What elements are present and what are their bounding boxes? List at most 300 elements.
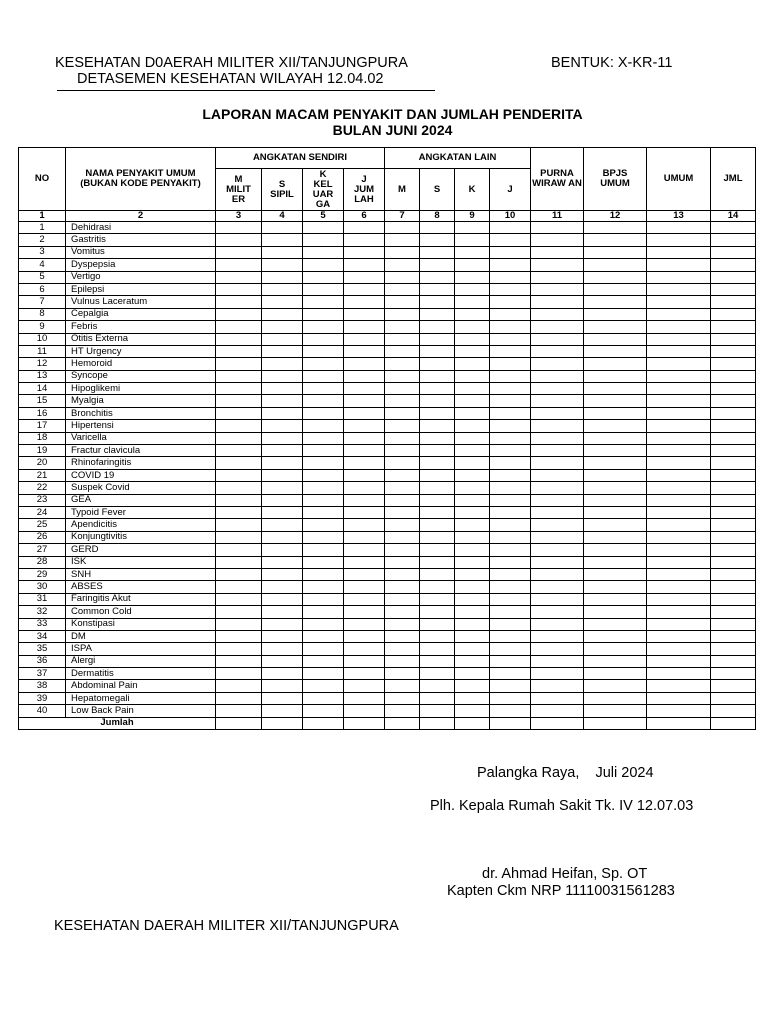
disease-name: Syncope xyxy=(66,370,216,382)
table-row xyxy=(19,333,756,345)
count-cell xyxy=(216,420,262,432)
row-number: 5 xyxy=(19,271,66,283)
count-cell xyxy=(385,333,420,345)
table-row xyxy=(19,494,756,506)
col-purna-header: PURNA WIRAW AN xyxy=(531,148,584,211)
count-cell xyxy=(303,321,344,333)
count-cell xyxy=(344,457,385,469)
count-cell xyxy=(584,407,647,419)
count-cell xyxy=(344,234,385,246)
count-cell xyxy=(420,420,455,432)
total-cell xyxy=(490,717,531,729)
group-angkatan-lain: ANGKATAN LAIN xyxy=(385,148,531,169)
count-cell xyxy=(584,506,647,518)
col-umum-header: UMUM xyxy=(647,148,711,211)
count-cell xyxy=(303,581,344,593)
count-cell xyxy=(490,643,531,655)
row-number: 17 xyxy=(19,420,66,432)
count-cell xyxy=(344,333,385,345)
count-cell xyxy=(262,531,303,543)
count-cell xyxy=(531,271,584,283)
count-cell xyxy=(647,494,711,506)
total-cell xyxy=(303,717,344,729)
count-cell xyxy=(385,544,420,556)
count-cell xyxy=(216,581,262,593)
count-cell xyxy=(216,643,262,655)
count-cell xyxy=(455,407,490,419)
count-cell xyxy=(490,383,531,395)
count-cell xyxy=(303,383,344,395)
count-cell xyxy=(385,630,420,642)
disease-name: Rhinofaringitis xyxy=(66,457,216,469)
row-number: 39 xyxy=(19,692,66,704)
count-cell xyxy=(490,420,531,432)
count-cell xyxy=(385,482,420,494)
count-cell xyxy=(490,234,531,246)
table-row xyxy=(19,593,756,605)
count-cell xyxy=(216,333,262,345)
count-cell xyxy=(531,593,584,605)
count-cell xyxy=(647,643,711,655)
count-cell xyxy=(303,469,344,481)
bottom-org: KESEHATAN DAERAH MILITER XII/TANJUNGPURA xyxy=(54,918,399,934)
count-cell xyxy=(711,680,756,692)
count-cell xyxy=(711,308,756,320)
disease-name: Abdominal Pain xyxy=(66,680,216,692)
count-cell xyxy=(385,432,420,444)
count-cell xyxy=(455,494,490,506)
count-cell xyxy=(584,432,647,444)
count-cell xyxy=(262,321,303,333)
row-number: 38 xyxy=(19,680,66,692)
row-number: 15 xyxy=(19,395,66,407)
count-cell xyxy=(262,630,303,642)
count-cell xyxy=(455,630,490,642)
table-row xyxy=(19,420,756,432)
row-number: 27 xyxy=(19,544,66,556)
count-cell xyxy=(455,383,490,395)
count-cell xyxy=(420,643,455,655)
count-cell xyxy=(490,345,531,357)
count-cell xyxy=(455,445,490,457)
count-cell xyxy=(584,643,647,655)
count-cell xyxy=(216,630,262,642)
count-cell xyxy=(455,469,490,481)
count-cell xyxy=(455,333,490,345)
row-number: 36 xyxy=(19,655,66,667)
count-cell xyxy=(303,705,344,717)
count-cell xyxy=(711,395,756,407)
disease-name: Dermatitis xyxy=(66,668,216,680)
count-cell xyxy=(455,606,490,618)
total-cell xyxy=(531,717,584,729)
count-cell xyxy=(262,606,303,618)
count-cell xyxy=(647,321,711,333)
count-cell xyxy=(531,655,584,667)
disease-name: Bronchitis xyxy=(66,407,216,419)
count-cell xyxy=(344,705,385,717)
count-cell xyxy=(647,531,711,543)
row-number: 23 xyxy=(19,494,66,506)
count-cell xyxy=(490,630,531,642)
count-cell xyxy=(584,531,647,543)
count-cell xyxy=(216,519,262,531)
count-cell xyxy=(303,432,344,444)
row-number: 9 xyxy=(19,321,66,333)
count-cell xyxy=(216,358,262,370)
count-cell xyxy=(584,383,647,395)
table-row xyxy=(19,345,756,357)
row-number: 19 xyxy=(19,445,66,457)
count-cell xyxy=(385,395,420,407)
count-cell xyxy=(455,420,490,432)
count-cell xyxy=(584,222,647,234)
count-cell xyxy=(584,668,647,680)
count-cell xyxy=(344,593,385,605)
count-cell xyxy=(262,383,303,395)
count-cell xyxy=(303,308,344,320)
count-cell xyxy=(262,544,303,556)
count-cell xyxy=(584,544,647,556)
disease-name: Epilepsi xyxy=(66,283,216,295)
count-cell xyxy=(216,445,262,457)
count-cell xyxy=(216,469,262,481)
count-cell xyxy=(647,370,711,382)
count-cell xyxy=(385,234,420,246)
count-cell xyxy=(711,668,756,680)
count-cell xyxy=(420,531,455,543)
count-cell xyxy=(647,271,711,283)
count-cell xyxy=(385,556,420,568)
count-cell xyxy=(385,383,420,395)
count-cell xyxy=(262,705,303,717)
count-cell xyxy=(455,593,490,605)
count-cell xyxy=(303,630,344,642)
sub-sipil-header: S SIPIL xyxy=(262,169,303,211)
count-cell xyxy=(711,519,756,531)
count-cell xyxy=(711,556,756,568)
disease-name: Vertigo xyxy=(66,271,216,283)
disease-name: Suspek Covid xyxy=(66,482,216,494)
count-cell xyxy=(584,618,647,630)
count-cell xyxy=(262,581,303,593)
count-cell xyxy=(216,345,262,357)
table-row xyxy=(19,234,756,246)
count-cell xyxy=(344,692,385,704)
count-cell xyxy=(303,296,344,308)
count-cell xyxy=(711,445,756,457)
count-cell xyxy=(262,420,303,432)
row-number: 29 xyxy=(19,568,66,580)
disease-name: Vomitus xyxy=(66,246,216,258)
count-cell xyxy=(262,271,303,283)
count-cell xyxy=(262,222,303,234)
count-cell xyxy=(303,358,344,370)
sub-keluarga-header: K KEL UAR GA xyxy=(303,169,344,211)
count-cell xyxy=(531,383,584,395)
count-cell xyxy=(216,680,262,692)
table-row xyxy=(19,296,756,308)
count-cell xyxy=(385,680,420,692)
count-cell xyxy=(584,469,647,481)
row-number: 34 xyxy=(19,630,66,642)
count-cell xyxy=(531,668,584,680)
count-cell xyxy=(385,246,420,258)
count-cell xyxy=(531,568,584,580)
count-cell xyxy=(303,271,344,283)
count-cell xyxy=(385,445,420,457)
count-cell xyxy=(490,544,531,556)
count-cell xyxy=(711,259,756,271)
disease-name: Dyspepsia xyxy=(66,259,216,271)
count-cell xyxy=(303,234,344,246)
count-cell xyxy=(647,222,711,234)
count-cell xyxy=(385,407,420,419)
count-cell xyxy=(531,333,584,345)
count-cell xyxy=(584,370,647,382)
count-cell xyxy=(584,420,647,432)
count-cell xyxy=(262,234,303,246)
table-row xyxy=(19,358,756,370)
count-cell xyxy=(262,482,303,494)
count-cell xyxy=(584,345,647,357)
column-number: 10 xyxy=(490,211,531,222)
row-number: 32 xyxy=(19,606,66,618)
column-number: 14 xyxy=(711,211,756,222)
count-cell xyxy=(216,222,262,234)
column-number: 5 xyxy=(303,211,344,222)
count-cell xyxy=(711,494,756,506)
count-cell xyxy=(385,358,420,370)
column-number: 6 xyxy=(344,211,385,222)
count-cell xyxy=(647,308,711,320)
count-cell xyxy=(262,618,303,630)
table-row xyxy=(19,630,756,642)
count-cell xyxy=(531,457,584,469)
count-cell xyxy=(531,370,584,382)
sub-s-lain-header: S xyxy=(420,169,455,211)
count-cell xyxy=(216,494,262,506)
table-row xyxy=(19,259,756,271)
count-cell xyxy=(490,556,531,568)
table-row xyxy=(19,606,756,618)
count-cell xyxy=(490,308,531,320)
count-cell xyxy=(584,568,647,580)
count-cell xyxy=(385,370,420,382)
count-cell xyxy=(490,321,531,333)
count-cell xyxy=(711,283,756,295)
count-cell xyxy=(647,606,711,618)
total-cell xyxy=(216,717,262,729)
count-cell xyxy=(647,593,711,605)
count-cell xyxy=(385,668,420,680)
count-cell xyxy=(303,692,344,704)
count-cell xyxy=(647,630,711,642)
count-cell xyxy=(262,370,303,382)
count-cell xyxy=(303,259,344,271)
count-cell xyxy=(455,692,490,704)
table-row xyxy=(19,407,756,419)
count-cell xyxy=(216,705,262,717)
signer-position: Plh. Kepala Rumah Sakit Tk. IV 12.07.03 xyxy=(430,798,694,814)
count-cell xyxy=(490,407,531,419)
count-cell xyxy=(584,395,647,407)
table-row xyxy=(19,395,756,407)
count-cell xyxy=(344,383,385,395)
count-cell xyxy=(262,358,303,370)
count-cell xyxy=(216,668,262,680)
count-cell xyxy=(262,692,303,704)
table-row xyxy=(19,370,756,382)
table-row xyxy=(19,457,756,469)
disease-name: SNH xyxy=(66,568,216,580)
row-number: 37 xyxy=(19,668,66,680)
count-cell xyxy=(647,395,711,407)
count-cell xyxy=(647,333,711,345)
column-number: 3 xyxy=(216,211,262,222)
count-cell xyxy=(344,655,385,667)
count-cell xyxy=(303,482,344,494)
count-cell xyxy=(216,506,262,518)
disease-name: Dehidrasi xyxy=(66,222,216,234)
table-row xyxy=(19,643,756,655)
count-cell xyxy=(344,556,385,568)
count-cell xyxy=(344,531,385,543)
count-cell xyxy=(420,395,455,407)
disease-name: Apendicitis xyxy=(66,519,216,531)
count-cell xyxy=(385,606,420,618)
count-cell xyxy=(303,333,344,345)
count-cell xyxy=(344,630,385,642)
row-number: 30 xyxy=(19,581,66,593)
count-cell xyxy=(531,556,584,568)
count-cell xyxy=(216,432,262,444)
table-row xyxy=(19,271,756,283)
count-cell xyxy=(584,234,647,246)
count-cell xyxy=(303,345,344,357)
count-cell xyxy=(420,692,455,704)
count-cell xyxy=(455,271,490,283)
count-cell xyxy=(584,630,647,642)
disease-name: Hemoroid xyxy=(66,358,216,370)
count-cell xyxy=(455,705,490,717)
disease-name: Gastritis xyxy=(66,234,216,246)
count-cell xyxy=(216,618,262,630)
count-cell xyxy=(584,246,647,258)
count-cell xyxy=(262,445,303,457)
count-cell xyxy=(344,308,385,320)
count-cell xyxy=(490,482,531,494)
count-cell xyxy=(216,383,262,395)
count-cell xyxy=(647,692,711,704)
row-number: 18 xyxy=(19,432,66,444)
count-cell xyxy=(455,556,490,568)
count-cell xyxy=(490,432,531,444)
count-cell xyxy=(711,655,756,667)
count-cell xyxy=(303,556,344,568)
count-cell xyxy=(490,705,531,717)
disease-name: Hepatomegali xyxy=(66,692,216,704)
count-cell xyxy=(420,222,455,234)
count-cell xyxy=(531,432,584,444)
count-cell xyxy=(531,581,584,593)
count-cell xyxy=(420,482,455,494)
count-cell xyxy=(490,246,531,258)
count-cell xyxy=(647,407,711,419)
count-cell xyxy=(303,222,344,234)
count-cell xyxy=(344,606,385,618)
count-cell xyxy=(420,469,455,481)
count-cell xyxy=(711,383,756,395)
count-cell xyxy=(647,383,711,395)
count-cell xyxy=(344,432,385,444)
count-cell xyxy=(647,259,711,271)
count-cell xyxy=(647,519,711,531)
count-cell xyxy=(490,222,531,234)
count-cell xyxy=(531,445,584,457)
signer-rank: Kapten Ckm NRP 11110031561283 xyxy=(447,883,675,899)
count-cell xyxy=(420,544,455,556)
form-code: BENTUK: X-KR-11 xyxy=(551,55,673,71)
row-number: 25 xyxy=(19,519,66,531)
count-cell xyxy=(647,358,711,370)
count-cell xyxy=(647,482,711,494)
count-cell xyxy=(385,457,420,469)
table-row xyxy=(19,283,756,295)
count-cell xyxy=(711,469,756,481)
count-cell xyxy=(344,345,385,357)
count-cell xyxy=(455,568,490,580)
count-cell xyxy=(455,259,490,271)
count-cell xyxy=(490,593,531,605)
table-row xyxy=(19,506,756,518)
count-cell xyxy=(420,246,455,258)
count-cell xyxy=(303,283,344,295)
count-cell xyxy=(455,345,490,357)
count-cell xyxy=(455,680,490,692)
count-cell xyxy=(711,531,756,543)
count-cell xyxy=(385,321,420,333)
count-cell xyxy=(420,668,455,680)
count-cell xyxy=(216,395,262,407)
row-number: 3 xyxy=(19,246,66,258)
count-cell xyxy=(490,568,531,580)
column-number: 7 xyxy=(385,211,420,222)
count-cell xyxy=(303,655,344,667)
count-cell xyxy=(420,321,455,333)
count-cell xyxy=(490,259,531,271)
disease-name: COVID 19 xyxy=(66,469,216,481)
count-cell xyxy=(490,283,531,295)
count-cell xyxy=(455,531,490,543)
disease-name: Hipertensi xyxy=(66,420,216,432)
disease-name: HT Urgency xyxy=(66,345,216,357)
count-cell xyxy=(385,345,420,357)
table-row xyxy=(19,668,756,680)
count-cell xyxy=(490,655,531,667)
count-cell xyxy=(531,259,584,271)
count-cell xyxy=(420,432,455,444)
table-row xyxy=(19,222,756,234)
count-cell xyxy=(262,259,303,271)
count-cell xyxy=(647,296,711,308)
table-row xyxy=(19,680,756,692)
count-cell xyxy=(344,506,385,518)
column-number-row xyxy=(19,211,756,222)
count-cell xyxy=(647,246,711,258)
table-row xyxy=(19,482,756,494)
count-cell xyxy=(344,482,385,494)
